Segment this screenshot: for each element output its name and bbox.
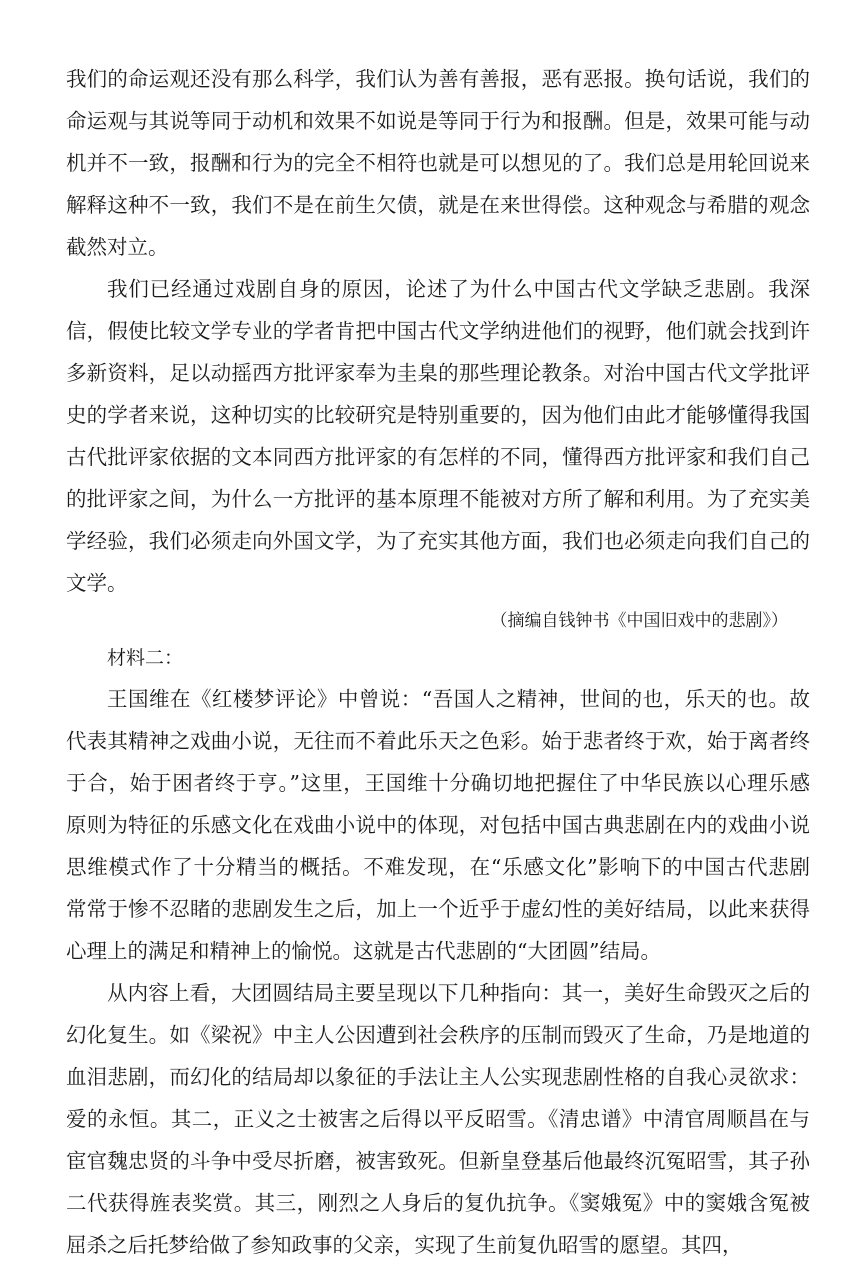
text-line: 古代批评家依据的文本同西方批评家的有怎样的不同，懂得西方批评家和我们自己: [66, 445, 810, 469]
text-line: 机并不一致，报酬和行为的完全不相符也就是可以想见的了。我们总是用轮回说来: [66, 151, 810, 175]
text-line: 文学。: [66, 571, 128, 595]
text-line: 的批评家之间，为什么一方批评的基本原理不能被对方所了解和利用。为了充实美: [66, 487, 810, 511]
text-line: 学经验，我们必须走向外国文学，为了充实其他方面，我们也必须走向我们自己的: [66, 529, 810, 553]
text-line: 血泪悲剧，而幻化的结局却以象征的手法让主人公实现悲剧性格的自我心灵欲求：: [66, 1065, 810, 1089]
text-line: 屈杀之后托梦给做了参知政事的父亲，实现了生前复仇昭雪的愿望。其四，: [66, 1233, 743, 1257]
text-line: 截然对立。: [66, 235, 169, 259]
text-line: 我们已经通过戏剧自身的原因，论述了为什么中国古代文学缺乏悲剧。我深: [107, 277, 810, 301]
text-line: 我们的命运观还没有那么科学，我们认为善有善报，恶有恶报。换句话说，我们的: [66, 67, 810, 91]
text-line: 代表其精神之戏曲小说，无往而不着此乐天之色彩。始于悲者终于欢，始于离者终: [66, 729, 810, 753]
paragraph-fate-view: [66, 58, 810, 268]
text-line: 信，假使比较文学专业的学者肯把中国古代文学纳进他们的视野，他们就会找到许: [66, 319, 810, 343]
text-line: 爱的永恒。其二，正义之士被害之后得以平反昭雪。《清忠谱》中清官周顺昌在与: [66, 1107, 810, 1131]
text-line: 原则为特征的乐感文化在戏曲小说中的体现，对包括中国古典悲剧在内的戏曲小说: [66, 813, 810, 837]
source-citation: （摘编自钱钟书《中国旧戏中的悲剧》）: [490, 611, 788, 631]
text-line: 于合，始于困者终于亨。”这里，王国维十分确切地把握住了中华民族以心理乐感: [66, 771, 810, 795]
text-line: 王国维在《红楼梦评论》中曾说：“吾国人之精神，世间的也，乐天的也。故: [107, 687, 810, 711]
text-line: 二代获得旌表奖赏。其三，刚烈之人身后的复仇抗争。《窦娥冤》中的窦娥含冤被: [66, 1191, 810, 1215]
text-line: 从内容上看，大团圆结局主要呈现以下几种指向：其一，美好生命毁灭之后的: [107, 981, 810, 1005]
paragraph-happy-ending-types: [66, 972, 810, 1266]
text-line: 多新资料，足以动摇西方批评家奉为圭臬的那些理论教条。对治中国古代文学批评: [66, 361, 810, 385]
paragraph-comparative-study: [66, 268, 810, 604]
text-line: 史的学者来说，这种切实的比较研究是特别重要的，因为他们由此才能够懂得我国: [66, 403, 810, 427]
text-line: 心理上的满足和精神上的愉悦。这就是古代悲剧的“大团圆”结局。: [66, 939, 661, 963]
material-label: 材料二：: [107, 647, 184, 669]
text-line: 解释这种不一致，我们不是在前生欠债，就是在来世得偿。这种观念与希腊的观念: [66, 193, 810, 217]
text-line: 宦官魏忠贤的斗争中受尽折磨，被害致死。但新皇登基后他最终沉冤昭雪，其子孙: [66, 1149, 810, 1173]
text-line: 常常于惨不忍睹的悲剧发生之后，加上一个近乎于虚幻性的美好结局，以此来获得: [66, 897, 810, 921]
document-page: [66, 58, 810, 1266]
text-line: 命运观与其说等同于动机和效果不如说是等同于行为和报酬。但是，效果可能与动: [66, 109, 810, 133]
text-line: 幻化复生。如《梁祝》中主人公因遭到社会秩序的压制而毁灭了生命，乃是地道的: [66, 1023, 810, 1047]
text-line: 思维模式作了十分精当的概括。不难发现，在“乐感文化”影响下的中国古代悲剧: [66, 855, 810, 879]
paragraph-wang-guowei: [66, 678, 810, 972]
